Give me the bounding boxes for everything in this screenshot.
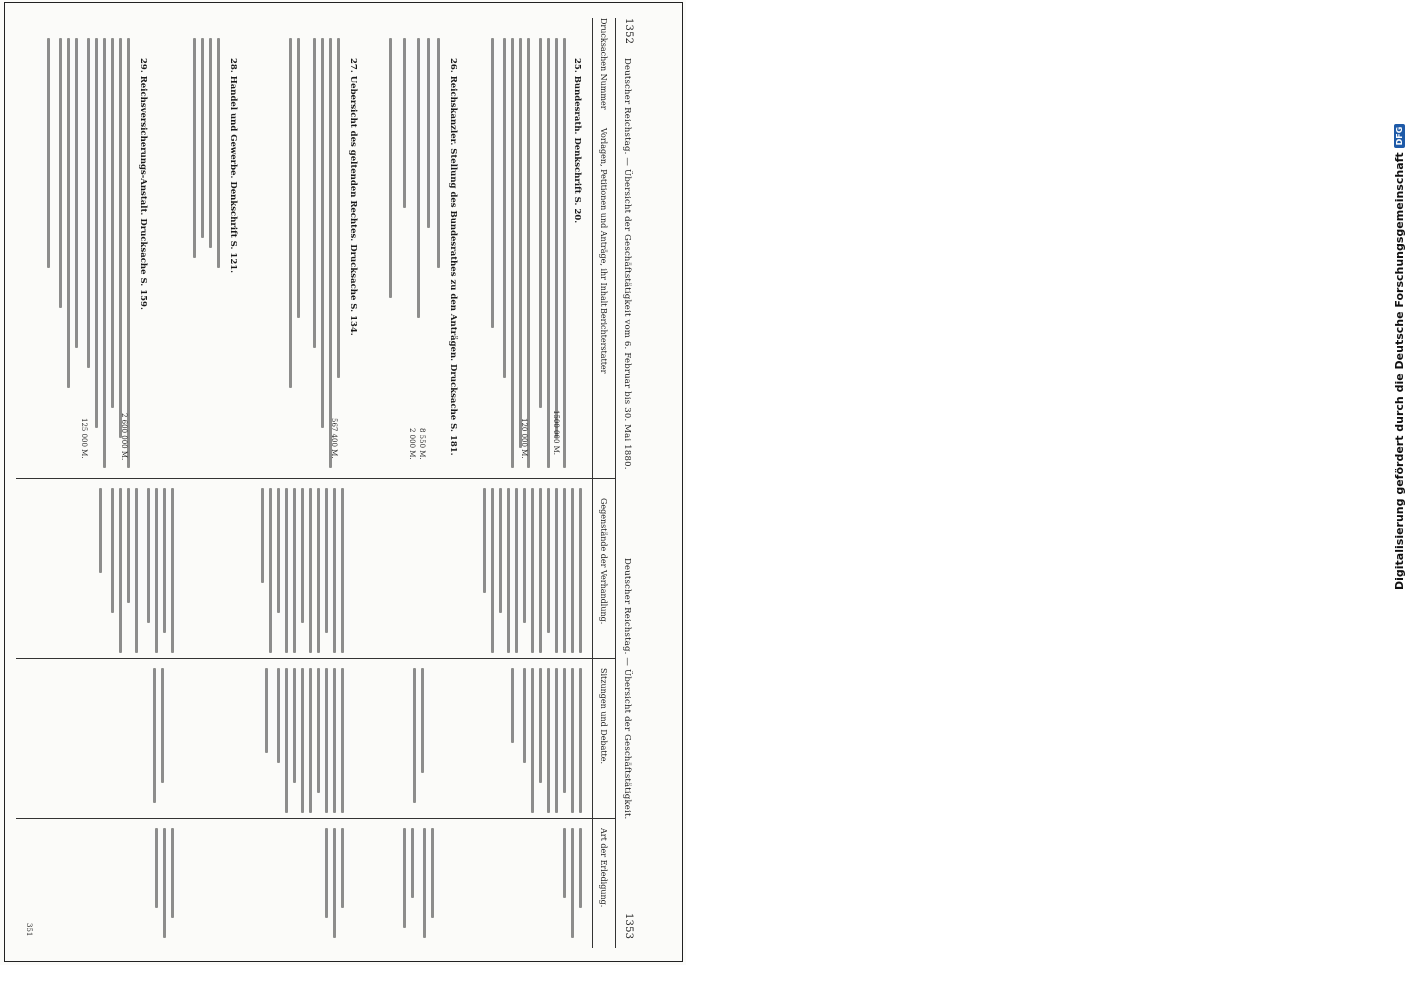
- column-header-vorlagen: Vorlagen, Petitionen und Anträge, ihr Inhalt: [599, 128, 608, 307]
- sitzungen-block-2: [388, 668, 428, 813]
- scanned-page: [0, 0, 686, 965]
- left-running-header: Deutscher Reichstag. — Übersicht der Geschäftstätigkeit vom 6. Februar bis 30. Mai 1880.: [622, 58, 632, 470]
- section-29-text: [24, 38, 134, 468]
- footer-text-line: [1389, 30, 1410, 590]
- sitzungen-block-3: [198, 668, 348, 813]
- section-25: 25. Bundesrath. Denkschrift S. 20.: [572, 58, 582, 224]
- column-header-gegenstaende: Gegenstände der Verhandlung.: [599, 498, 608, 625]
- gegenstaende-block-3: [28, 488, 178, 653]
- erledigung-block-4: [118, 828, 178, 938]
- header-rule: [615, 18, 616, 948]
- page-number-left: 1352: [623, 18, 634, 45]
- column-header-drucksachen: Drucksachen Nummer: [599, 18, 608, 110]
- page-number-right: 1353: [623, 913, 634, 940]
- section-25-text: [480, 38, 570, 468]
- rotated-page-content: [8, 18, 648, 948]
- section-26: 26. Reichskanzler. Stellung des Bundesrathes zu den Anträgen. Drucksache S. 181.: [448, 58, 458, 456]
- section-28-text: [164, 38, 224, 468]
- gegenstaende-block-2: [198, 488, 348, 653]
- section-26-text: [374, 38, 444, 468]
- column-header-rule: [592, 18, 593, 948]
- erledigung-block-1: [526, 828, 586, 938]
- value-4: 2 000 M.: [408, 428, 416, 460]
- erledigung-block-2: [378, 828, 438, 938]
- right-running-header: Deutscher Reichstag. — Übersicht der Geschäftstätigkeit.: [622, 558, 632, 820]
- column-header-sitzungen: Sitzungen und Debatte.: [599, 668, 608, 765]
- column-header-erledigung: Art der Erledigung.: [599, 828, 608, 908]
- column-header-berichterstatter: Berichterstatter: [599, 308, 608, 374]
- erledigung-block-3: [288, 828, 348, 938]
- value-2: 120 000 M.: [520, 418, 528, 459]
- value-3: 8 550 M.: [418, 428, 426, 460]
- gegenstaende-block-1: [446, 488, 586, 653]
- value-5: 567 400 M.: [330, 418, 338, 459]
- divider-sitzungen: [16, 658, 616, 659]
- sitzungen-block-4: [128, 668, 168, 813]
- dfg-footer: [686, 0, 1406, 1000]
- section-27: 27. Uebersicht des geltenden Rechtes. Drucksache S. 134.: [348, 58, 358, 336]
- section-28: 28. Handel und Gewerbe. Denkschrift S. 121.: [228, 58, 238, 274]
- divider-erledigung: [16, 818, 616, 819]
- center-divider: [16, 478, 616, 479]
- section-29: 29. Reichsversicherungs-Anstalt. Drucksache S. 159.: [138, 58, 148, 310]
- value-6: 2 600 000 M.: [120, 413, 128, 461]
- page-bottom-number: 351: [25, 923, 33, 937]
- value-7: 125 000 M.: [80, 418, 88, 459]
- section-27-text: [254, 38, 344, 468]
- value-1: 1500 000 M.: [552, 410, 560, 456]
- sitzungen-block-1: [456, 668, 586, 813]
- dfg-logo-icon: DFG: [1394, 124, 1405, 149]
- footer-funding-notice: Digitalisierung gefördert durch die Deutsche Forschungsgemeinschaft: [1393, 152, 1406, 590]
